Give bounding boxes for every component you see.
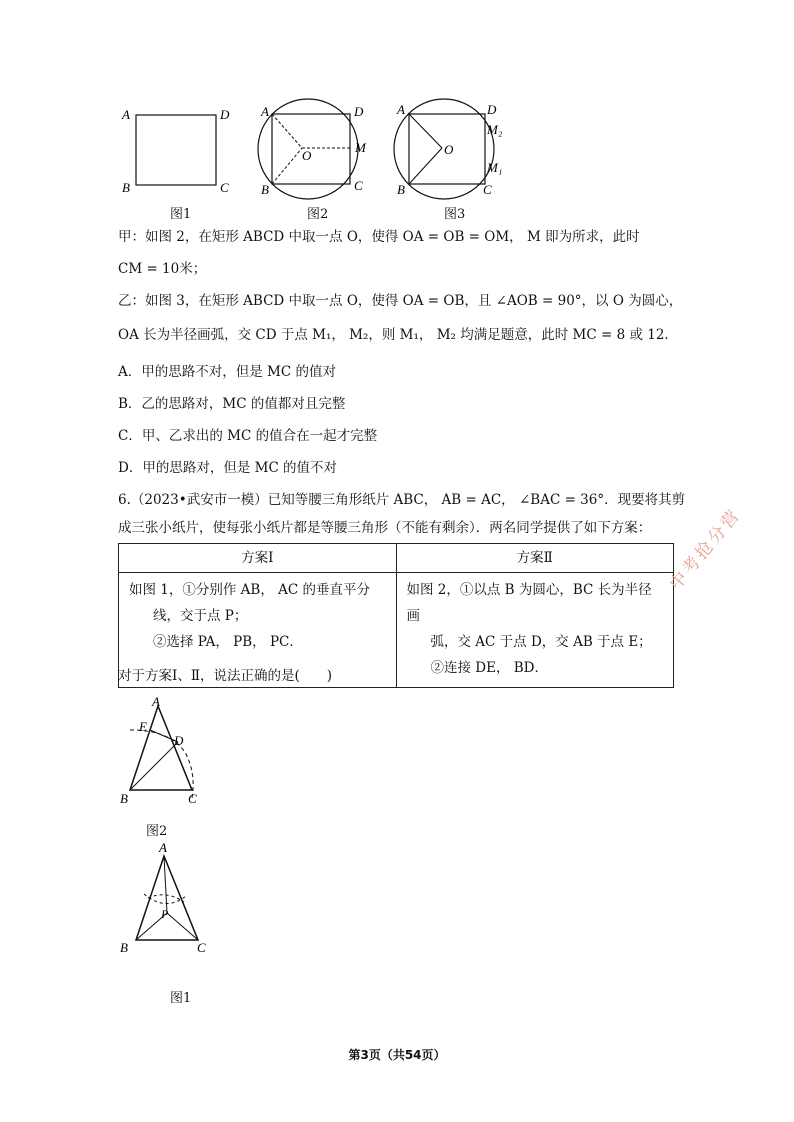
- label-b: B: [120, 940, 128, 955]
- plan-2-line-2: 弧，交 AC 于点 D，交 AB 于点 E；: [430, 634, 652, 650]
- label-b: B: [397, 182, 405, 197]
- label-b: B: [120, 791, 128, 804]
- label-m: M: [355, 140, 366, 155]
- label-c: C: [188, 791, 197, 804]
- question-6-line-2: 成三张小纸片，使每张小纸片都是等腰三角形（不能有剩余）．两名同学提供了如下方案：: [118, 520, 652, 536]
- option-a: A．甲的思路不对，但是 MC 的值对: [118, 364, 336, 380]
- jia-line-1: 甲：如图 2，在矩形 ABCD 中取一点 O，使得 OA = OB = OM， M 即为所求，此时: [118, 229, 640, 245]
- figure-circle-rect-2: [252, 96, 382, 200]
- plan-1-line-1: 如图 1，①分别作 AB， AC 的垂直平分: [129, 582, 371, 598]
- figure-caption-1: 图1: [170, 207, 192, 222]
- plan-1-line-2: 线，交于点 P；: [153, 608, 248, 624]
- figure-caption-2: 图2: [307, 207, 329, 222]
- figure-triangle-perpendicular: [114, 836, 214, 960]
- plan-1-line-3: ②选择 PA， PB， PC．: [153, 634, 303, 650]
- label-c: C: [197, 940, 206, 955]
- label-d: D: [220, 107, 230, 122]
- label-m1: M₁: [487, 160, 503, 175]
- label-e: E: [139, 719, 147, 734]
- watermark: 中考抢分营: [665, 504, 746, 595]
- label-a: A: [261, 104, 269, 119]
- label-d: D: [354, 104, 364, 119]
- figure-caption-bottom-1: 图1: [170, 991, 192, 1006]
- plan-2-header: 方案Ⅱ: [396, 544, 674, 573]
- plan-1-header: 方案Ⅰ: [119, 544, 397, 573]
- option-b: B．乙的思路对，MC 的值都对且完整: [118, 396, 346, 412]
- figure-caption-bottom-2: 图2: [146, 824, 168, 839]
- label-b: B: [122, 180, 130, 195]
- page-footer: 第3页（共54页）: [348, 1048, 446, 1062]
- jia-line-2: CM = 10米；: [118, 261, 207, 277]
- label-o: O: [302, 148, 312, 163]
- label-a: A: [397, 102, 405, 117]
- yi-line-2: OA 长为半径画弧，交 CD 于点 M₁， M₂，则 M₁， M₂ 均满足题意，此时 MC = 8 或 12．: [118, 327, 678, 343]
- label-d: D: [174, 733, 184, 748]
- question-6-line-1: 6.（2023•武安市一模）已知等腰三角形纸片 ABC， AB = AC， ∠BAC = 36°．现要将其剪: [118, 492, 686, 508]
- plan-2-line-1: 如图 2，①以点 B 为圆心，BC 长为半径画: [406, 582, 652, 624]
- label-b: B: [261, 182, 269, 197]
- option-d: D．甲的思路对，但是 MC 的值不对: [118, 460, 338, 476]
- label-c: C: [354, 178, 363, 193]
- plan-2-body: [396, 573, 674, 688]
- figure-rectangle-1: [110, 100, 240, 200]
- label-m2: M₂: [487, 122, 503, 137]
- yi-line-1: 乙：如图 3，在矩形 ABCD 中取一点 O，使得 OA = OB，且 ∠AOB = 90°，以 O 为圆心，: [118, 293, 683, 309]
- figure-circle-rect-3: [390, 96, 520, 200]
- plan-2-line-3: ②连接 DE， BD．: [430, 660, 549, 676]
- label-c: C: [220, 180, 229, 195]
- label-c: C: [483, 182, 492, 197]
- figure-caption-3: 图3: [444, 207, 466, 222]
- label-a: A: [159, 840, 167, 855]
- figure-triangle-arc: [114, 692, 214, 804]
- label-a: A: [122, 107, 130, 122]
- label-d: D: [487, 102, 497, 117]
- label-o: O: [444, 142, 454, 157]
- question-prompt: 对于方案Ⅰ、Ⅱ，说法正确的是( ): [118, 668, 333, 684]
- label-a: A: [152, 694, 160, 709]
- option-c: C．甲、乙求出的 MC 的值合在一起才完整: [118, 428, 378, 444]
- label-p: P: [161, 907, 169, 921]
